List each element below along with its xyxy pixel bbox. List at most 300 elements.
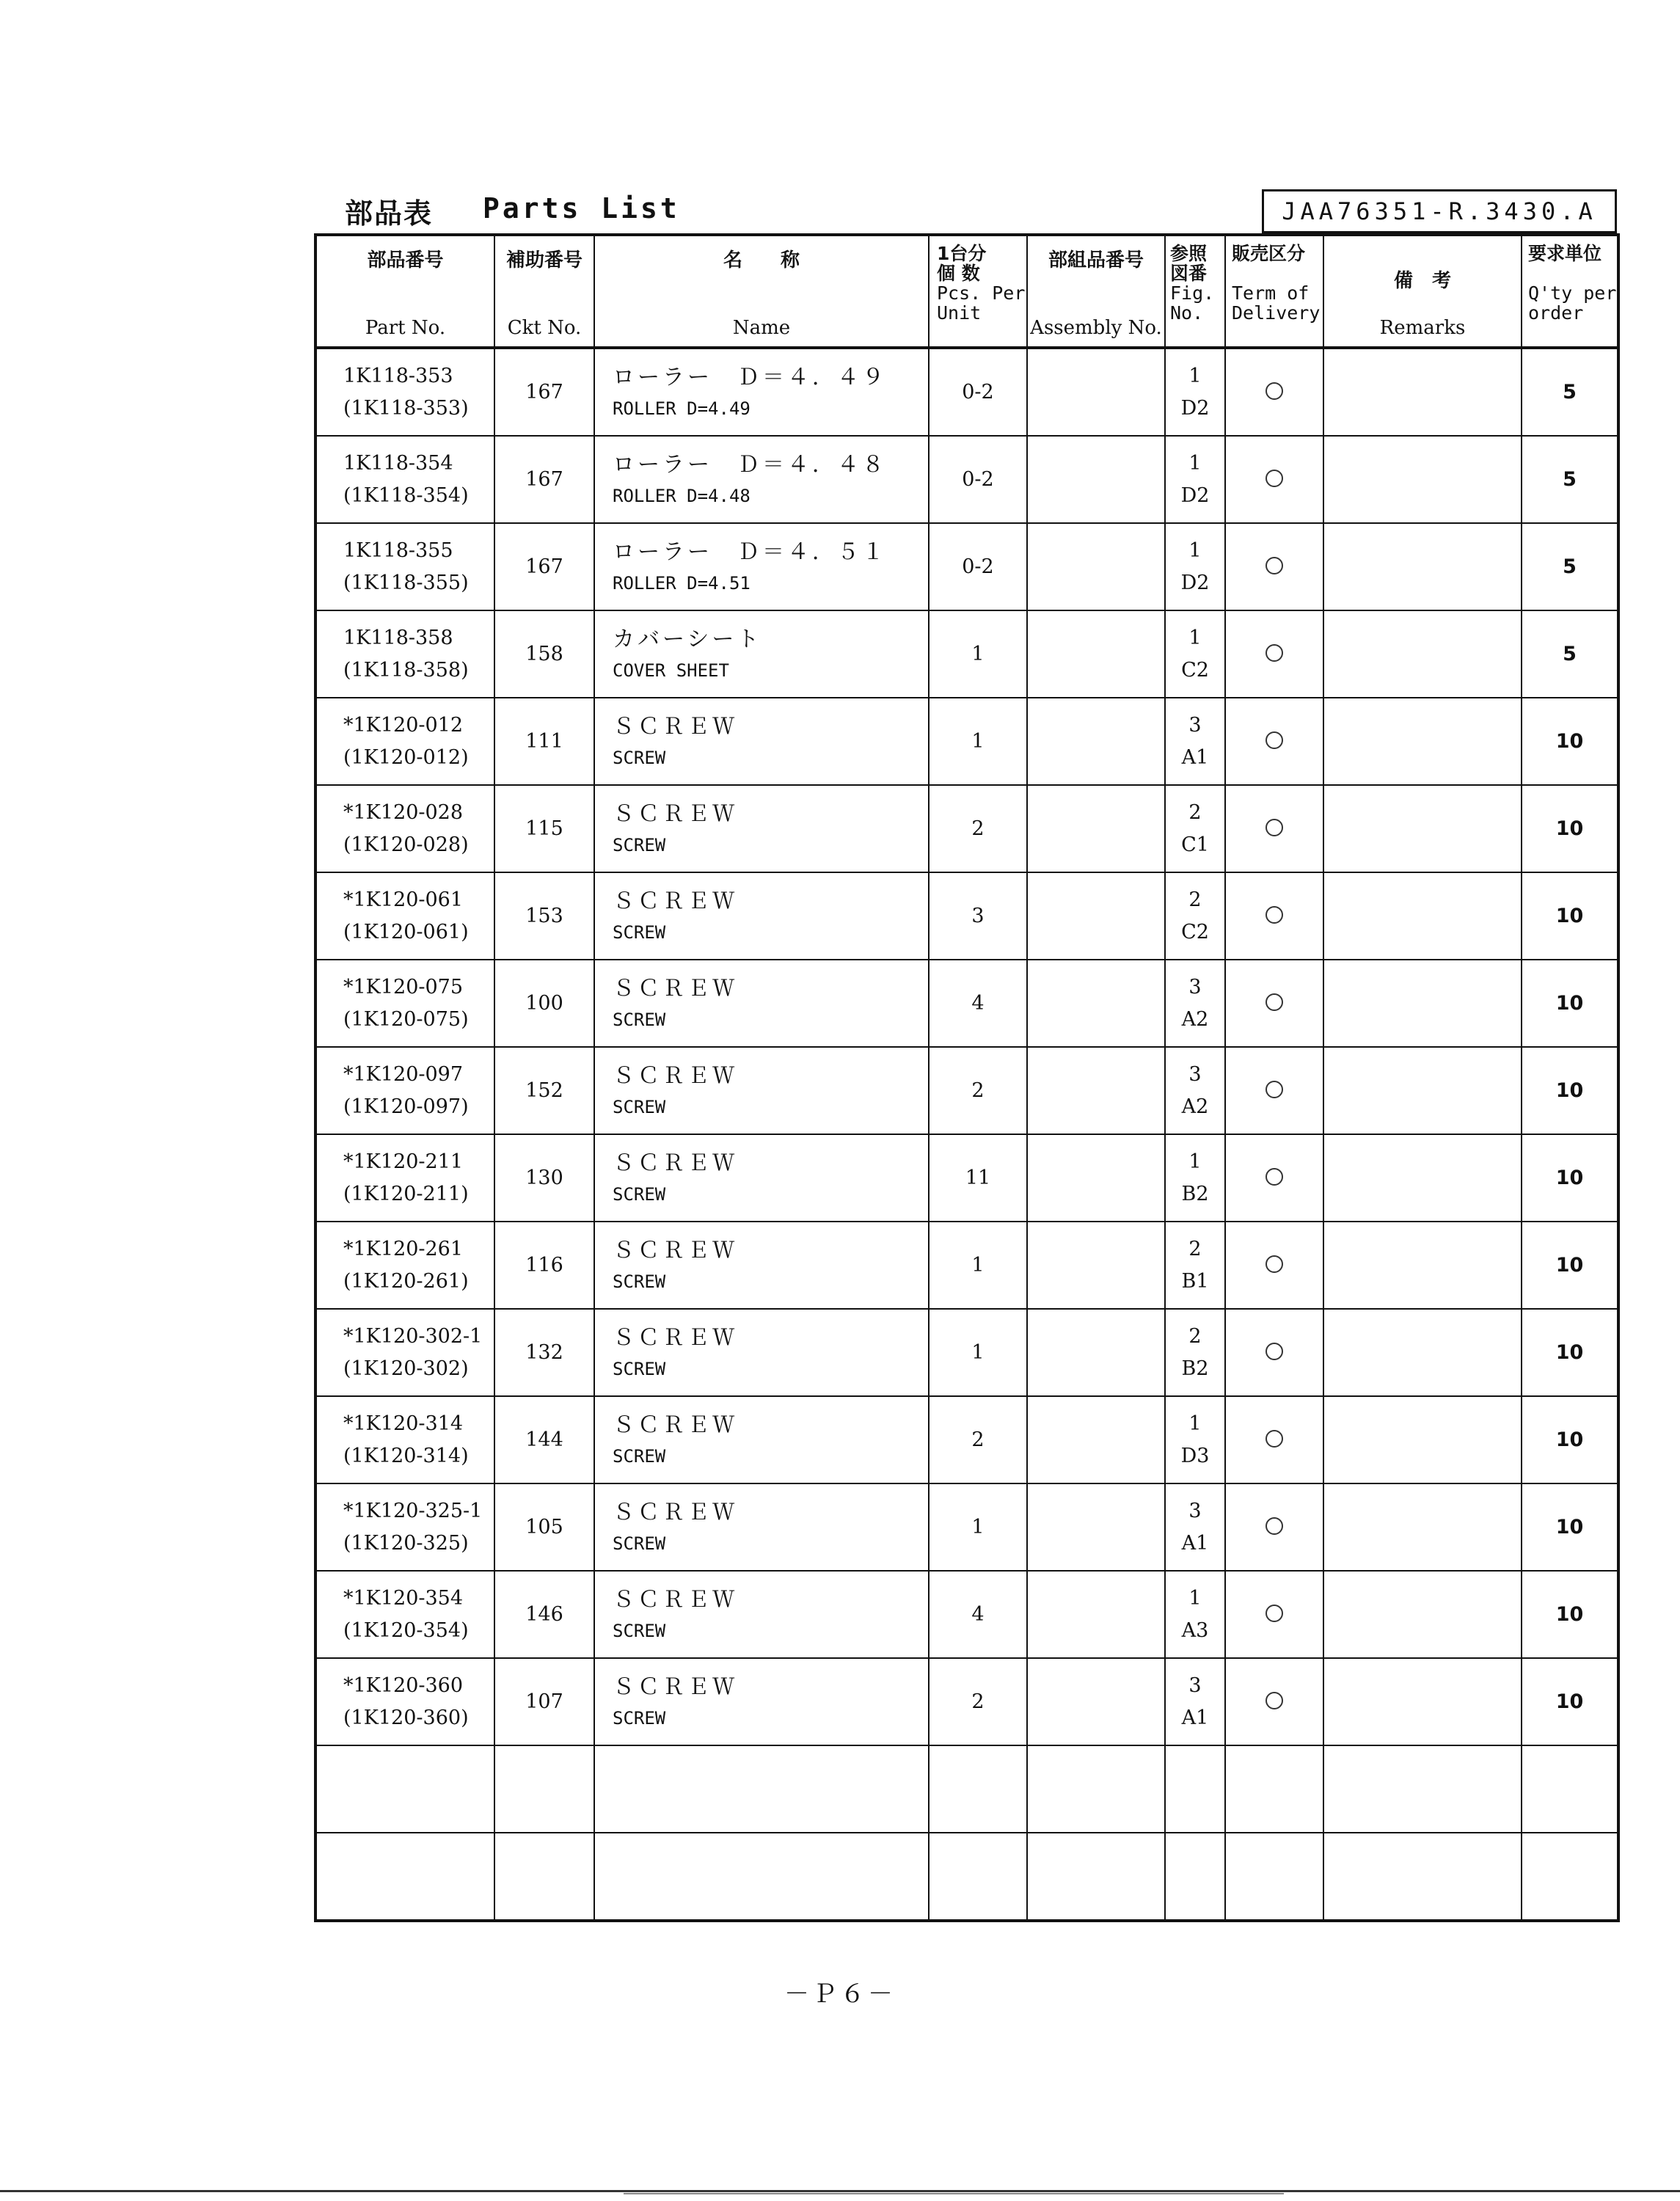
- ckt-number: 115: [494, 785, 594, 872]
- part-number-cell: [315, 1396, 494, 1483]
- part-number: 1K118-353: [343, 364, 453, 387]
- part-number: 1K118-358: [343, 626, 453, 649]
- assembly-number: [1027, 1047, 1165, 1134]
- part-number: *1K120-302-1: [343, 1324, 483, 1348]
- ckt-number: 132: [494, 1309, 594, 1396]
- col-header-assembly-no: 部組品番号 Assembly No.: [1027, 235, 1165, 348]
- qty-per-order: [1522, 1833, 1618, 1921]
- pcs-per-unit: 4: [929, 960, 1027, 1047]
- part-number-cell: [315, 698, 494, 785]
- part-number-cell: [315, 1047, 494, 1134]
- term-of-delivery-cell: [1225, 1745, 1323, 1833]
- fig-number-cell: [1165, 610, 1225, 698]
- pcs-per-unit: 2: [929, 785, 1027, 872]
- term-of-delivery-cell: [1225, 1833, 1323, 1921]
- fig-grid: B1: [1181, 1269, 1209, 1293]
- fig-number-cell: [1165, 872, 1225, 960]
- table-row: [315, 1483, 1618, 1571]
- part-name-cell: [594, 436, 929, 523]
- table-row: [315, 436, 1618, 523]
- part-number: *1K120-097: [343, 1062, 464, 1086]
- part-number: *1K120-211: [343, 1150, 464, 1173]
- part-name-cell: [594, 523, 929, 610]
- qty-per-order: 10: [1522, 1134, 1618, 1222]
- part-number-cell: [315, 1222, 494, 1309]
- qty-per-order: 5: [1522, 610, 1618, 698]
- part-name-jp: ＳＣＲＥＷ: [613, 1412, 737, 1438]
- table-row: [315, 785, 1618, 872]
- fig-number: 1: [1188, 364, 1202, 387]
- part-name-jp: ローラー Ｄ＝４．４８: [613, 451, 887, 478]
- fig-grid: C1: [1181, 833, 1209, 856]
- part-name-en: SCREW: [613, 1533, 666, 1554]
- fig-number: 2: [1188, 888, 1202, 911]
- circle-mark-icon: [1266, 1168, 1283, 1186]
- part-number-alt: (1K118-358): [343, 658, 469, 682]
- part-name-cell: [594, 1047, 929, 1134]
- col-header-pcs-per-unit: 1台分 個 数 Pcs. Per Unit: [929, 235, 1027, 348]
- remarks: [1323, 1309, 1522, 1396]
- qty-per-order: 10: [1522, 1396, 1618, 1483]
- part-name-cell: [594, 610, 929, 698]
- ckt-number: 116: [494, 1222, 594, 1309]
- col-header-ckt-no: 補助番号 Ckt No.: [494, 235, 594, 348]
- fig-number: 2: [1188, 1324, 1202, 1348]
- part-number-alt: (1K120-314): [343, 1444, 469, 1467]
- document-number: JAA76351-R.3430.A: [1262, 189, 1617, 233]
- table-row: [315, 1222, 1618, 1309]
- remarks: [1323, 436, 1522, 523]
- part-name-cell: [594, 1483, 929, 1571]
- part-name-jp: ＳＣＲＥＷ: [613, 975, 737, 1001]
- circle-mark-icon: [1266, 1605, 1283, 1622]
- fig-number-cell: [1165, 785, 1225, 872]
- qty-per-order: 10: [1522, 1222, 1618, 1309]
- title-english: Parts List: [483, 192, 680, 225]
- circle-mark-icon: [1266, 1255, 1283, 1273]
- circle-mark-icon: [1266, 382, 1283, 400]
- fig-grid: A1: [1181, 745, 1209, 769]
- table-row: [315, 523, 1618, 610]
- fig-number: 1: [1188, 539, 1202, 562]
- fig-number-cell: [1165, 1658, 1225, 1745]
- part-name-en: SCREW: [613, 747, 666, 768]
- part-name-cell: [594, 348, 929, 436]
- table-row: [315, 1745, 1618, 1833]
- term-of-delivery-cell: [1225, 610, 1323, 698]
- fig-number-cell: [1165, 348, 1225, 436]
- part-number: 1K118-354: [343, 451, 453, 475]
- part-name-jp: ＳＣＲＥＷ: [613, 888, 737, 914]
- part-number-alt: (1K120-354): [343, 1618, 469, 1642]
- part-name-en: SCREW: [613, 1271, 666, 1292]
- pcs-per-unit: 1: [929, 610, 1027, 698]
- part-name-jp: ローラー Ｄ＝４．４９: [613, 364, 887, 390]
- part-number-alt: (1K118-354): [343, 483, 469, 507]
- part-number-alt: (1K120-211): [343, 1182, 469, 1205]
- circle-mark-icon: [1266, 819, 1283, 836]
- col-header-name: 名 称 Name: [594, 235, 929, 348]
- fig-number: 3: [1188, 1062, 1202, 1086]
- term-of-delivery-cell: [1225, 698, 1323, 785]
- part-name-en: SCREW: [613, 1183, 666, 1205]
- pcs-per-unit: [929, 1833, 1027, 1921]
- ckt-number: 167: [494, 348, 594, 436]
- remarks: [1323, 698, 1522, 785]
- part-number: *1K120-354: [343, 1586, 464, 1610]
- remarks: [1323, 523, 1522, 610]
- ckt-number: 153: [494, 872, 594, 960]
- circle-mark-icon: [1266, 993, 1283, 1011]
- table-row: [315, 1396, 1618, 1483]
- fig-grid: D2: [1180, 571, 1210, 594]
- part-name-cell: [594, 1658, 929, 1745]
- part-number: *1K120-028: [343, 800, 464, 824]
- remarks: [1323, 785, 1522, 872]
- part-name-en: SCREW: [613, 921, 666, 943]
- circle-mark-icon: [1266, 557, 1283, 574]
- part-name-en: SCREW: [613, 1620, 666, 1641]
- assembly-number: [1027, 523, 1165, 610]
- ckt-number: 130: [494, 1134, 594, 1222]
- part-number-alt: (1K120-325): [343, 1531, 469, 1555]
- assembly-number: [1027, 960, 1165, 1047]
- assembly-number: [1027, 1833, 1165, 1921]
- remarks: [1323, 1134, 1522, 1222]
- col-header-remarks: 備 考 Remarks: [1323, 235, 1522, 348]
- remarks: [1323, 1833, 1522, 1921]
- circle-mark-icon: [1266, 1343, 1283, 1360]
- term-of-delivery-cell: [1225, 523, 1323, 610]
- part-name-cell: [594, 1396, 929, 1483]
- fig-number-cell: [1165, 1309, 1225, 1396]
- parts-table: [314, 233, 1620, 1922]
- col-header-term-of-delivery: 販売区分 Term of Delivery: [1225, 235, 1323, 348]
- fig-number: 1: [1188, 626, 1202, 649]
- term-of-delivery-cell: [1225, 348, 1323, 436]
- part-number-cell: [315, 1658, 494, 1745]
- assembly-number: [1027, 436, 1165, 523]
- circle-mark-icon: [1266, 1081, 1283, 1098]
- table-row: [315, 610, 1618, 698]
- part-number-cell: [315, 960, 494, 1047]
- circle-mark-icon: [1266, 1692, 1283, 1709]
- term-of-delivery-cell: [1225, 436, 1323, 523]
- table-row: [315, 1134, 1618, 1222]
- ckt-number: 146: [494, 1571, 594, 1658]
- scan-edge-line-secondary: [624, 2193, 1284, 2194]
- ckt-number: 111: [494, 698, 594, 785]
- table-header-row: [315, 235, 1618, 348]
- pcs-per-unit: 1: [929, 698, 1027, 785]
- pcs-per-unit: [929, 1745, 1027, 1833]
- assembly-number: [1027, 1483, 1165, 1571]
- fig-number: 1: [1188, 1150, 1202, 1173]
- table-row: [315, 1833, 1618, 1921]
- term-of-delivery-cell: [1225, 1571, 1323, 1658]
- pcs-per-unit: 2: [929, 1658, 1027, 1745]
- fig-number-cell: [1165, 1396, 1225, 1483]
- part-number: *1K120-314: [343, 1412, 464, 1435]
- assembly-number: [1027, 872, 1165, 960]
- circle-mark-icon: [1266, 1517, 1283, 1535]
- part-name-cell: [594, 1745, 929, 1833]
- part-number-alt: (1K118-353): [343, 396, 469, 420]
- remarks: [1323, 872, 1522, 960]
- remarks: [1323, 1658, 1522, 1745]
- part-number-alt: (1K118-355): [343, 571, 469, 594]
- fig-number-cell: [1165, 698, 1225, 785]
- assembly-number: [1027, 1222, 1165, 1309]
- circle-mark-icon: [1266, 470, 1283, 487]
- part-number-alt: (1K120-075): [343, 1007, 469, 1031]
- part-name-cell: [594, 1134, 929, 1222]
- circle-mark-icon: [1266, 906, 1283, 924]
- part-name-jp: ＳＣＲＥＷ: [613, 1586, 737, 1613]
- part-name-en: ROLLER D=4.51: [613, 572, 750, 594]
- table-row: [315, 348, 1618, 436]
- part-name-jp: ＳＣＲＥＷ: [613, 1062, 737, 1089]
- pcs-per-unit: 1: [929, 1483, 1027, 1571]
- table-row: [315, 1571, 1618, 1658]
- qty-per-order: [1522, 1745, 1618, 1833]
- part-number: *1K120-012: [343, 713, 464, 737]
- part-name-jp: ＳＣＲＥＷ: [613, 1237, 737, 1263]
- assembly-number: [1027, 1309, 1165, 1396]
- fig-number: 1: [1188, 451, 1202, 475]
- part-name-cell: [594, 698, 929, 785]
- ckt-number: 107: [494, 1658, 594, 1745]
- term-of-delivery-cell: [1225, 1658, 1323, 1745]
- part-name-jp: ＳＣＲＥＷ: [613, 1499, 737, 1525]
- qty-per-order: 5: [1522, 348, 1618, 436]
- fig-number-cell: [1165, 1047, 1225, 1134]
- part-name-en: ROLLER D=4.49: [613, 398, 750, 419]
- pcs-per-unit: 4: [929, 1571, 1027, 1658]
- qty-per-order: 10: [1522, 1483, 1618, 1571]
- part-number-alt: (1K120-097): [343, 1095, 469, 1118]
- fig-grid: C2: [1181, 920, 1209, 943]
- table-row: [315, 960, 1618, 1047]
- part-number: 1K118-355: [343, 539, 453, 562]
- part-number-cell: [315, 1833, 494, 1921]
- remarks: [1323, 960, 1522, 1047]
- fig-number: 3: [1188, 1499, 1202, 1522]
- part-number: *1K120-261: [343, 1237, 464, 1260]
- part-name-en: SCREW: [613, 1358, 666, 1379]
- part-number: *1K120-325-1: [343, 1499, 483, 1522]
- fig-number-cell: [1165, 1745, 1225, 1833]
- part-name-en: SCREW: [613, 834, 666, 855]
- fig-grid: A1: [1181, 1531, 1209, 1555]
- assembly-number: [1027, 1571, 1165, 1658]
- pcs-per-unit: 0-2: [929, 348, 1027, 436]
- part-name-cell: [594, 785, 929, 872]
- remarks: [1323, 610, 1522, 698]
- qty-per-order: 10: [1522, 1571, 1618, 1658]
- assembly-number: [1027, 698, 1165, 785]
- assembly-number: [1027, 785, 1165, 872]
- ckt-number: [494, 1833, 594, 1921]
- part-name-en: SCREW: [613, 1009, 666, 1030]
- scan-edge-line: [0, 2190, 1680, 2192]
- assembly-number: [1027, 348, 1165, 436]
- assembly-number: [1027, 1745, 1165, 1833]
- part-name-cell: [594, 872, 929, 960]
- fig-number-cell: [1165, 1134, 1225, 1222]
- qty-per-order: 10: [1522, 960, 1618, 1047]
- part-name-jp: カバーシート: [613, 626, 762, 652]
- part-number-cell: [315, 348, 494, 436]
- fig-number-cell: [1165, 960, 1225, 1047]
- part-name-cell: [594, 1309, 929, 1396]
- ckt-number: 100: [494, 960, 594, 1047]
- fig-number: 1: [1188, 1586, 1202, 1610]
- remarks: [1323, 1222, 1522, 1309]
- part-number-alt: (1K120-302): [343, 1357, 469, 1380]
- remarks: [1323, 1745, 1522, 1833]
- pcs-per-unit: 2: [929, 1047, 1027, 1134]
- fig-grid: A1: [1181, 1706, 1209, 1729]
- term-of-delivery-cell: [1225, 1309, 1323, 1396]
- part-number: *1K120-360: [343, 1673, 464, 1697]
- part-number: *1K120-061: [343, 888, 464, 911]
- part-name-en: ROLLER D=4.48: [613, 485, 750, 506]
- part-number-cell: [315, 1134, 494, 1222]
- qty-per-order: 10: [1522, 872, 1618, 960]
- fig-number: 3: [1188, 975, 1202, 999]
- fig-number-cell: [1165, 1483, 1225, 1571]
- fig-number-cell: [1165, 523, 1225, 610]
- qty-per-order: 10: [1522, 1309, 1618, 1396]
- fig-number-cell: [1165, 1571, 1225, 1658]
- assembly-number: [1027, 1134, 1165, 1222]
- part-number-cell: [315, 872, 494, 960]
- remarks: [1323, 1483, 1522, 1571]
- part-name-jp: ＳＣＲＥＷ: [613, 1150, 737, 1176]
- part-name-jp: ＳＣＲＥＷ: [613, 1324, 737, 1351]
- ckt-number: [494, 1745, 594, 1833]
- assembly-number: [1027, 1396, 1165, 1483]
- fig-number: 2: [1188, 800, 1202, 824]
- part-number-alt: (1K120-261): [343, 1269, 469, 1293]
- table-row: [315, 698, 1618, 785]
- fig-grid: A3: [1181, 1618, 1209, 1642]
- fig-grid: B2: [1181, 1182, 1209, 1205]
- pcs-per-unit: 0-2: [929, 523, 1027, 610]
- col-header-fig-no: 参照 図番 Fig. No.: [1165, 235, 1225, 348]
- part-number-alt: (1K120-360): [343, 1706, 469, 1729]
- part-name-jp: ＳＣＲＥＷ: [613, 1673, 737, 1700]
- circle-mark-icon: [1266, 731, 1283, 749]
- pcs-per-unit: 1: [929, 1222, 1027, 1309]
- part-name-cell: [594, 960, 929, 1047]
- part-number-cell: [315, 1745, 494, 1833]
- part-name-en: SCREW: [613, 1707, 666, 1729]
- remarks: [1323, 1571, 1522, 1658]
- assembly-number: [1027, 610, 1165, 698]
- term-of-delivery-cell: [1225, 1483, 1323, 1571]
- fig-grid: D2: [1180, 396, 1210, 420]
- part-number-cell: [315, 785, 494, 872]
- ckt-number: 167: [494, 436, 594, 523]
- fig-number: 2: [1188, 1237, 1202, 1260]
- part-number-alt: (1K120-061): [343, 920, 469, 943]
- part-name-jp: ＳＣＲＥＷ: [613, 713, 737, 740]
- pcs-per-unit: 2: [929, 1396, 1027, 1483]
- part-name-en: COVER SHEET: [613, 660, 729, 681]
- part-number: *1K120-075: [343, 975, 464, 999]
- table-row: [315, 1309, 1618, 1396]
- part-number-alt: (1K120-028): [343, 833, 469, 856]
- part-number-cell: [315, 610, 494, 698]
- part-name-en: SCREW: [613, 1096, 666, 1117]
- part-number-cell: [315, 436, 494, 523]
- part-number-cell: [315, 1483, 494, 1571]
- circle-mark-icon: [1266, 644, 1283, 662]
- qty-per-order: 10: [1522, 698, 1618, 785]
- ckt-number: 105: [494, 1483, 594, 1571]
- ckt-number: 167: [494, 523, 594, 610]
- part-name-en: SCREW: [613, 1445, 666, 1467]
- part-name-cell: [594, 1222, 929, 1309]
- term-of-delivery-cell: [1225, 960, 1323, 1047]
- fig-number-cell: [1165, 1222, 1225, 1309]
- pcs-per-unit: 11: [929, 1134, 1027, 1222]
- assembly-number: [1027, 1658, 1165, 1745]
- term-of-delivery-cell: [1225, 1134, 1323, 1222]
- fig-number: 3: [1188, 1673, 1202, 1697]
- remarks: [1323, 1047, 1522, 1134]
- fig-grid: C2: [1181, 658, 1209, 682]
- part-number-alt: (1K120-012): [343, 745, 469, 769]
- qty-per-order: 5: [1522, 436, 1618, 523]
- fig-grid: D2: [1180, 483, 1210, 507]
- term-of-delivery-cell: [1225, 785, 1323, 872]
- table-row: [315, 1047, 1618, 1134]
- title-japanese: 部品表: [345, 197, 434, 230]
- fig-grid: A2: [1181, 1095, 1209, 1118]
- part-name-jp: ローラー Ｄ＝４．５１: [613, 539, 887, 565]
- remarks: [1323, 348, 1522, 436]
- table-row: [315, 872, 1618, 960]
- fig-number-cell: [1165, 1833, 1225, 1921]
- part-name-jp: ＳＣＲＥＷ: [613, 800, 737, 827]
- part-number-cell: [315, 523, 494, 610]
- fig-grid: B2: [1181, 1357, 1209, 1380]
- fig-number: 3: [1188, 713, 1202, 737]
- term-of-delivery-cell: [1225, 1396, 1323, 1483]
- part-name-cell: [594, 1833, 929, 1921]
- term-of-delivery-cell: [1225, 1222, 1323, 1309]
- pcs-per-unit: 1: [929, 1309, 1027, 1396]
- part-number-cell: [315, 1309, 494, 1396]
- remarks: [1323, 1396, 1522, 1483]
- part-number-cell: [315, 1571, 494, 1658]
- fig-number: 1: [1188, 1412, 1202, 1435]
- ckt-number: 144: [494, 1396, 594, 1483]
- part-name-cell: [594, 1571, 929, 1658]
- pcs-per-unit: 3: [929, 872, 1027, 960]
- qty-per-order: 10: [1522, 1658, 1618, 1745]
- table-row: [315, 1658, 1618, 1745]
- fig-grid: D3: [1180, 1444, 1210, 1467]
- fig-number-cell: [1165, 436, 1225, 523]
- col-header-part-no: 部品番号 Part No.: [315, 235, 494, 348]
- page-number: －Ｐ６－: [784, 1979, 896, 2009]
- pcs-per-unit: 0-2: [929, 436, 1027, 523]
- term-of-delivery-cell: [1225, 872, 1323, 960]
